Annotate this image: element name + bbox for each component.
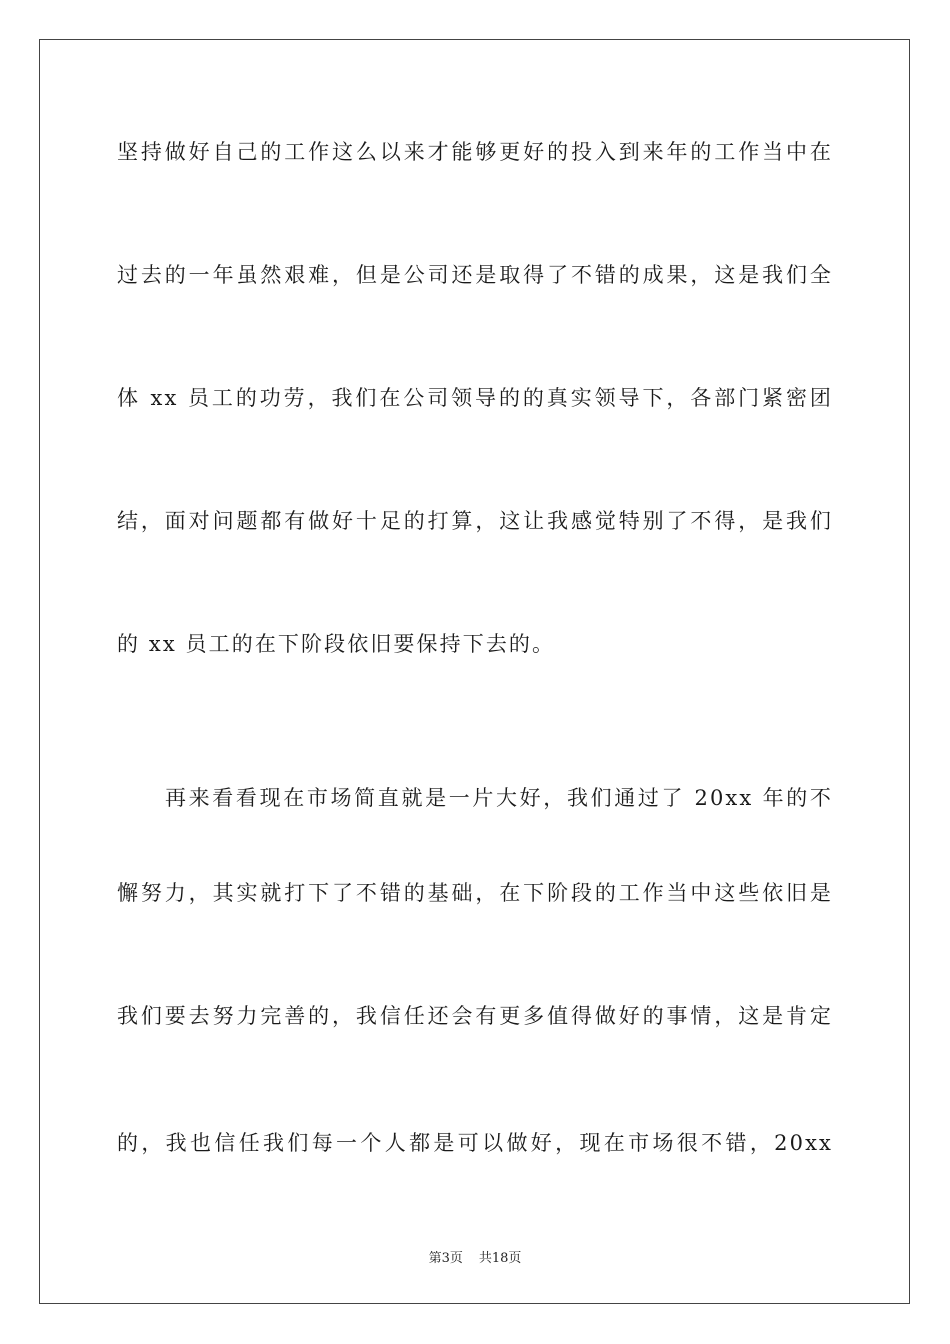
text-line: 坚持做好自己的工作这么以来才能够更好的投入到来年的工作当中在 bbox=[117, 140, 833, 164]
text-line: 过去的一年虽然艰难，但是公司还是取得了不错的成果，这是我们全 bbox=[117, 263, 833, 287]
text-line: 我们要去努力完善的，我信任还会有更多值得做好的事情，这是肯定 bbox=[117, 1004, 833, 1028]
text-line: 懈努力，其实就打下了不错的基础，在下阶段的工作当中这些依旧是 bbox=[117, 881, 833, 905]
text-line: 再来看看现在市场简直就是一片大好，我们通过了 20xx 年的不 bbox=[165, 786, 833, 810]
text-line: 的，我也信任我们每一个人都是可以做好，现在市场很不错，20xx bbox=[117, 1131, 833, 1155]
page-footer bbox=[0, 1247, 950, 1266]
current-page-label: 第3页 bbox=[428, 1251, 463, 1266]
page-border bbox=[39, 39, 910, 1304]
text-line: 体 xx 员工的功劳，我们在公司领导的的真实领导下，各部门紧密团 bbox=[117, 386, 833, 410]
text-line: 的 xx 员工的在下阶段依旧要保持下去的。 bbox=[117, 632, 556, 656]
text-line: 结，面对问题都有做好十足的打算，这让我感觉特别了不得，是我们 bbox=[117, 509, 833, 533]
total-pages-label: 共18页 bbox=[478, 1251, 522, 1266]
